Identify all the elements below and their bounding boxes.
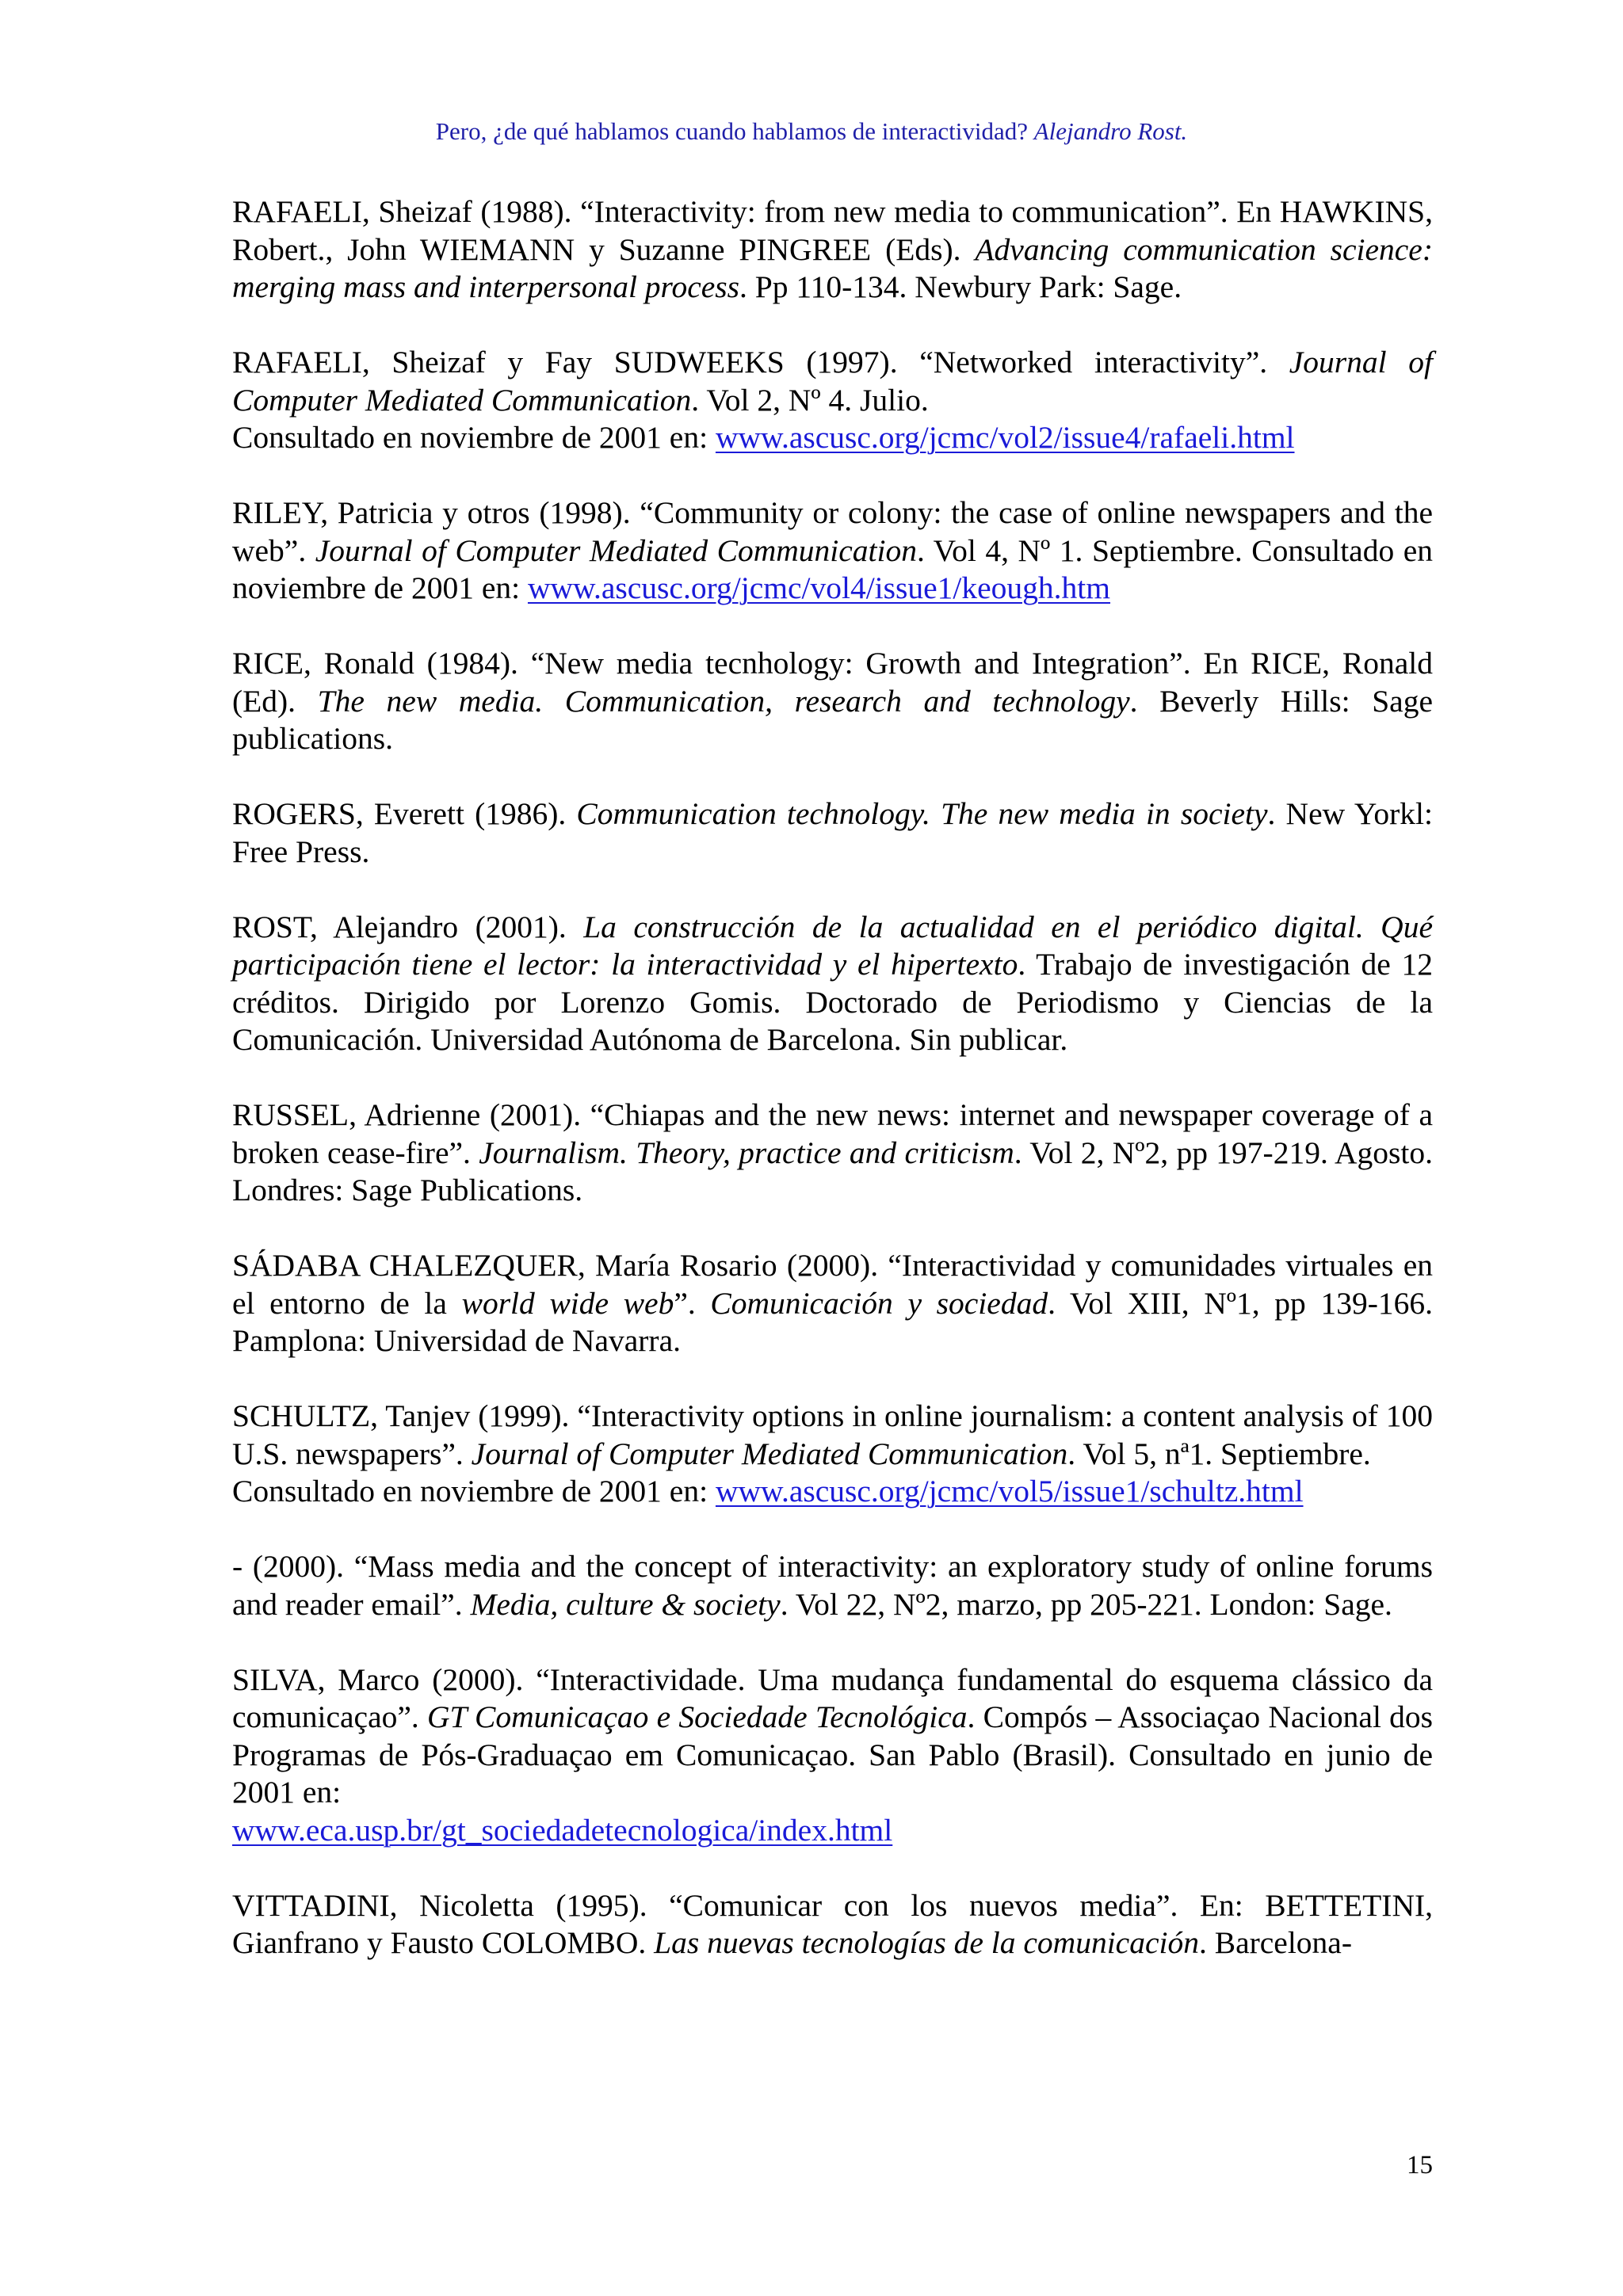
reference-url-link[interactable]: www.ascusc.org/jcmc/vol5/issue1/schultz.html <box>715 1474 1304 1508</box>
reference-text: VITTADINI, Nicoletta (1995). “Comunicar con los nuevos media”. En: BETTETINI, Gianfrano y Fausto COLOMBO. <box>232 1887 1433 1960</box>
reference-text: RAFAELI, Sheizaf y Fay SUDWEEKS (1997). “Networked interactivity”. <box>232 345 1289 379</box>
reference-text: ”. <box>674 1285 711 1321</box>
reference-entry-vittadini-1995 <box>232 1887 1433 1962</box>
reference-entry-rafaeli-1997 <box>232 344 1433 457</box>
reference-url-link[interactable]: www.ascusc.org/jcmc/vol4/issue1/keough.htm <box>527 570 1111 605</box>
reference-consulted-note: Consultado en noviembre de 2001 en: <box>232 420 716 455</box>
reference-text: SILVA, Marco (2000). “Interactividade. Uma mudança fundamental do esquema clássico da comunicaçao”. <box>232 1661 1433 1734</box>
reference-text: . Trabajo de investigación de 12 créditos. Dirigido por Lorenzo Gomis. Doctorado de Periodismo y Ciencias de la Comunicación. Universidad Autónoma de Barcelona. Sin publicar. <box>232 947 1433 1057</box>
reference-text: RUSSEL, Adrienne (2001). “Chiapas and the new news: internet and newspaper coverage of a broken cease-fire”. <box>232 1097 1433 1170</box>
reference-text: RAFAELI, Sheizaf (1988). “Interactivity: from new media to communication”. En HAWKINS, Robert., John WIEMANN y Suzanne PINGREE (Eds). <box>232 194 1433 267</box>
page-number: 15 <box>1407 2151 1433 2180</box>
reference-title-italic: Communication technology. The new media in society <box>576 796 1268 831</box>
reference-title-italic: The new media. Communication, research and technology <box>317 683 1130 719</box>
reference-list <box>232 193 1433 2000</box>
header-author: Alejandro Rost. <box>1033 117 1188 145</box>
reference-text: ROGERS, Everett (1986). <box>232 796 577 831</box>
reference-text: - (2000). “Mass media and the concept of interactivity: an exploratory study of online forums and reader email”. <box>232 1549 1433 1622</box>
reference-text: ROST, Alejandro (2001). <box>232 909 584 944</box>
reference-title-italic: world wide web <box>461 1285 674 1321</box>
reference-text: . Vol XIII, Nº1, pp 139-166. Pamplona: Universidad de Navarra. <box>232 1285 1433 1358</box>
header-title: Pero, ¿de qué hablamos cuando hablamos de interactividad? <box>435 117 1028 145</box>
reference-text: . Barcelona- <box>1198 1925 1352 1960</box>
reference-entry-sadaba-2000 <box>232 1247 1433 1360</box>
reference-text: SCHULTZ, Tanjev (1999). “Interactivity options in online journalism: a content analysis of 100 U.S. newspapers”. <box>232 1398 1433 1471</box>
reference-text: . Vol 22, Nº2, marzo, pp 205-221. London: Sage. <box>780 1586 1392 1622</box>
reference-entry-russel-2001 <box>232 1097 1433 1210</box>
reference-entry-rogers-1986 <box>232 795 1433 871</box>
reference-title-italic: GT Comunicaçao e Sociedade Tecnológica <box>426 1699 968 1734</box>
reference-url-link[interactable]: www.ascusc.org/jcmc/vol2/issue4/rafaeli.html <box>715 420 1295 455</box>
reference-entry-rice-1984 <box>232 645 1433 758</box>
reference-title-italic: Journal of Computer Mediated Communication <box>315 532 917 568</box>
reference-text: . New Yorkl: Free Press. <box>232 796 1433 869</box>
reference-text: . Vol 2, Nº 4. Julio. <box>691 382 929 418</box>
reference-text: RILEY, Patricia y otros (1998). “Community or colony: the case of online newspapers and the web”. <box>232 495 1433 568</box>
reference-text: . Compós – Associaçao Nacional dos Programas de Pós-Graduaçao em Comunicaçao. San Pablo (Brasil). Consultado en junio de 2001 en: <box>232 1699 1434 1810</box>
reference-text: . Vol 2, Nº2, pp 197-219. Agosto. Londres: Sage Publications. <box>232 1135 1433 1207</box>
reference-entry-silva-2000 <box>232 1661 1433 1850</box>
reference-title-italic: Advancing communication science: merging mass and interpersonal process <box>232 231 1433 304</box>
reference-title-italic: Comunicación y sociedad <box>710 1285 1048 1321</box>
reference-entry-schultz-2000 <box>232 1548 1433 1623</box>
reference-title-italic: Journal of Computer Mediated Communication <box>471 1436 1068 1471</box>
reference-text: . Vol 5, nª1. Septiembre. <box>1067 1436 1371 1471</box>
reference-url-link[interactable]: www.eca.usp.br/gt_sociedadetecnologica/index.html <box>232 1812 893 1848</box>
reference-title-italic: Media, culture & society <box>470 1586 781 1622</box>
reference-entry-riley-1998 <box>232 494 1433 608</box>
reference-title-italic: Journalism. Theory, practice and criticism <box>479 1135 1014 1170</box>
reference-entry-rafaeli-1988 <box>232 193 1433 307</box>
reference-title-italic: Journal of Computer Mediated Communication <box>232 345 1433 418</box>
reference-text: RICE, Ronald (1984). “New media tecnhology: Growth and Integration”. En RICE, Ronald (Ed). <box>232 646 1433 719</box>
reference-text: . Vol 4, Nº 1. Septiembre. Consultado en noviembre de 2001 en: <box>232 532 1434 605</box>
running-header <box>0 116 1623 147</box>
reference-title-italic: Las nuevas tecnologías de la comunicación <box>654 1925 1199 1960</box>
reference-entry-schultz-1999 <box>232 1398 1433 1511</box>
reference-title-italic: La construcción de la actualidad en el periódico digital. Qué participación tiene el lector: la interactividad y el hipertexto <box>232 909 1433 982</box>
reference-entry-rost-2001 <box>232 909 1433 1059</box>
reference-text: SÁDABA CHALEZQUER, María Rosario (2000). “Interactividad y comunidades virtuales en el entorno de la <box>232 1248 1433 1321</box>
reference-text: . Beverly Hills: Sage publications. <box>232 683 1433 756</box>
reference-text: . Pp 110-134. Newbury Park: Sage. <box>739 269 1182 304</box>
reference-consulted-note: Consultado en noviembre de 2001 en: <box>232 1474 716 1508</box>
